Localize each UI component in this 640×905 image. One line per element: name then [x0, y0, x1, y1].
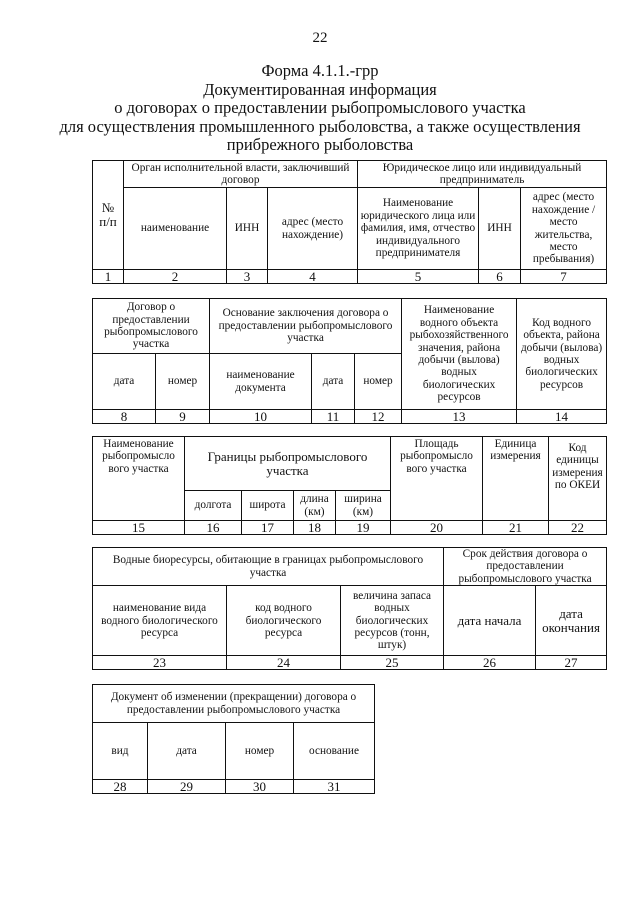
contract-term-header: Срок действия договора о предоставлении рыбопромыслового участка	[444, 548, 607, 586]
column-number: 3	[227, 270, 268, 284]
col-row-number: № п/п	[93, 161, 124, 270]
organ-inn: ИНН	[227, 188, 268, 270]
legal-entity-name: Наименование юридического лица или фамилия, имя, отчество индивидуального предпринимателя	[358, 188, 479, 270]
longitude-header: долгота	[185, 491, 242, 521]
site-area-header: Площадь рыбопромысло вого участка	[391, 437, 483, 521]
column-number: 29	[148, 780, 226, 794]
column-number: 20	[391, 521, 483, 535]
unit-header: Единица измерения	[483, 437, 549, 521]
column-number: 23	[93, 656, 227, 670]
organ-address: адрес (место нахождение)	[268, 188, 358, 270]
amendment-type-header: вид	[93, 723, 148, 780]
column-number: 8	[93, 410, 156, 424]
amendment-number-header: номер	[226, 723, 294, 780]
column-number: 14	[517, 410, 607, 424]
water-object-code: Код водного объекта, района добычи (вылова) водных биологических ресурсов	[517, 299, 607, 410]
amendment-date-header: дата	[148, 723, 226, 780]
column-number: 28	[93, 780, 148, 794]
column-number: 5	[358, 270, 479, 284]
column-number: 11	[312, 410, 355, 424]
column-number: 7	[521, 270, 607, 284]
organ-header: Орган исполнительной власти, заключивший договор	[124, 161, 358, 188]
column-number: 16	[185, 521, 242, 535]
column-number: 1	[93, 270, 124, 284]
column-number: 2	[124, 270, 227, 284]
title-line-5: прибрежного рыболовства	[226, 135, 414, 154]
column-number: 15	[93, 521, 185, 535]
contract-number: номер	[156, 354, 210, 410]
latitude-header: широта	[242, 491, 294, 521]
title-line-2: Документированная информация	[203, 79, 437, 99]
contract-header: Договор о предоставлении рыбопромыслового участка	[93, 299, 210, 354]
column-number: 31	[294, 780, 375, 794]
column-number: 6	[479, 270, 521, 284]
column-number: 4	[268, 270, 358, 284]
table-contract-basis	[92, 298, 607, 424]
column-number: 27	[536, 656, 607, 670]
contract-date: дата	[93, 354, 156, 410]
start-date-header: дата начала	[444, 586, 536, 656]
column-number: 17	[242, 521, 294, 535]
basis-header: Основание заключения договора о предоставлении рыбопромыслового участка	[210, 299, 402, 354]
amendment-basis-header: основание	[294, 723, 375, 780]
column-number: 10	[210, 410, 312, 424]
site-name-header: Наименование рыбопромысло вого участка	[93, 437, 185, 521]
column-number: 12	[355, 410, 402, 424]
basis-date: дата	[312, 354, 355, 410]
end-date-header: дата окончания	[536, 586, 607, 656]
column-number: 19	[336, 521, 391, 535]
title-line-3: о договорах о предоставлении рыбопромыслового участка	[114, 98, 526, 117]
column-number: 13	[402, 410, 517, 424]
legal-entity-inn: ИНН	[479, 188, 521, 270]
table-bioresources-term	[92, 547, 607, 670]
title-line-4: для осуществления промышленного рыболовства, а также осуществления	[59, 116, 581, 136]
site-borders-header: Границы рыбопромыслового участка	[185, 437, 391, 491]
length-header: длина (км)	[294, 491, 336, 521]
form-title	[20, 62, 620, 155]
basis-doc-name: наименование документа	[210, 354, 312, 410]
column-number: 21	[483, 521, 549, 535]
legal-entity-header: Юридическое лицо или индивидуальный предприниматель	[358, 161, 607, 188]
form-code: Форма 4.1.1.-грр	[261, 61, 379, 80]
amendment-header: Документ об изменении (прекращении) договора о предоставлении рыбопромыслового участка	[93, 685, 375, 723]
species-name-header: наименование вида водного биологического ресурса	[93, 586, 227, 656]
legal-entity-address: адрес (место нахождение / место жительства, место пребывания)	[521, 188, 607, 270]
table-amendment-document	[92, 684, 375, 794]
column-number: 9	[156, 410, 210, 424]
okei-code-header: Код единицы измерения по ОКЕИ	[549, 437, 607, 521]
table-organ-legal-entity	[92, 160, 607, 284]
basis-number: номер	[355, 354, 402, 410]
column-number: 30	[226, 780, 294, 794]
stock-header: величина запаса водных биологических ресурсов (тонн, штук)	[341, 586, 444, 656]
width-header: ширина (км)	[336, 491, 391, 521]
column-number: 26	[444, 656, 536, 670]
column-number: 18	[294, 521, 336, 535]
bioresources-header: Водные биоресурсы, обитающие в границах рыбопромыслового участка	[93, 548, 444, 586]
column-number: 24	[227, 656, 341, 670]
water-object-name: Наименование водного объекта рыбохозяйственного значения, района добычи (вылова) водных биологических ресурсов	[402, 299, 517, 410]
table-site-borders	[92, 436, 607, 535]
organ-name: наименование	[124, 188, 227, 270]
column-number: 25	[341, 656, 444, 670]
species-code-header: код водного биологического ресурса	[227, 586, 341, 656]
column-number: 22	[549, 521, 607, 535]
page-number: 22	[312, 30, 328, 46]
